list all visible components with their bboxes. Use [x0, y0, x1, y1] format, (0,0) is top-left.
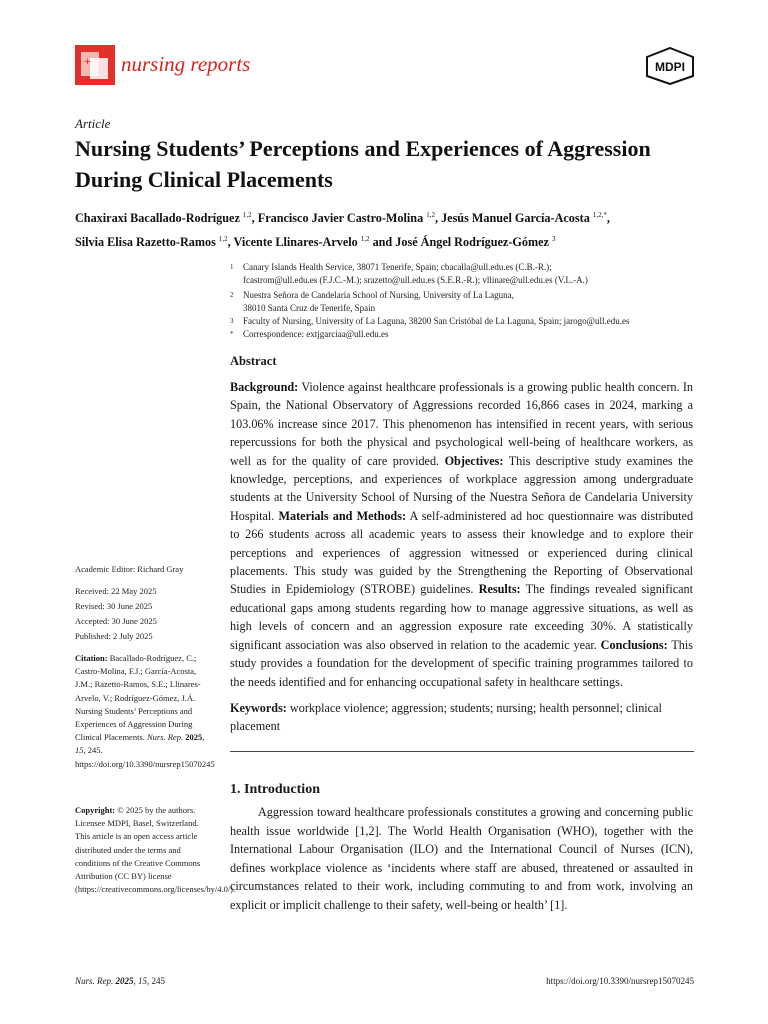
keywords-text: workplace violence; aggression; students; nursing; health personnel; clinical placement — [230, 701, 662, 734]
author-affiliation-marker: 1,2 — [218, 235, 228, 244]
journal-name: nursing reports — [121, 52, 251, 76]
footer-doi-link[interactable]: https://doi.org/10.3390/nursrep15070245 — [546, 976, 694, 986]
article-title: Nursing Students’ Perceptions and Experiences of Aggression During Clinical Placements — [75, 136, 651, 192]
author-affiliation-marker: 1,2,* — [592, 211, 607, 219]
footer-article: 245 — [151, 976, 165, 986]
received-date: Received: 22 May 2025 — [75, 586, 157, 596]
objectives-label: Objectives: — [444, 453, 504, 468]
author-name: Silvia Elisa Razetto-Ramos — [75, 235, 216, 250]
author-separator: , — [434, 211, 442, 226]
affiliation-text: Canary Islands Health Service, 38071 Tenerife, Spain; cbacalla@ull.edu.es (C.B.-R.); — [243, 262, 552, 272]
methods-text: A self-administered ad hoc questionnaire was distributed to 266 students across all academic years to assess their knowledge and to explore their perceptions and experiences of aggression witnessed or experienced during clinical placements. This study was guided by the Strengthening the Reporting of Observational Studies in Epidemiology (STROBE) guidelines. — [230, 508, 694, 597]
author-affiliation-marker: 1,2 — [242, 211, 252, 219]
keywords — [230, 699, 693, 736]
citation-rest[interactable]: , 245. https://doi.org/10.3390/nursrep15070245 — [75, 745, 215, 769]
author-separator: , — [227, 235, 234, 250]
affiliation-text: fcastrom@ull.edu.es (F.J.C.-M.); srazetto@ull.edu.es (S.E.R.-R.); vllinare@ull.edu.es (V.L.-A.) — [243, 275, 588, 285]
abstract-heading: Abstract — [230, 354, 277, 368]
conclusions-text: This study provides a foundation for the development of specific training programmes tailored to the needs identified and for enhancing occupational safety in healthcare settings. — [230, 637, 694, 689]
background-text: Violence against healthcare professionals is a growing public health concern. In Spain, the National Observatory of Aggressions recorded 16,866 cases in 2024, marking a 103.06% increase since 2017. This phenomenon has intensified in recent years, with serious repercussions for both the physical and psychological well-being of healthcare workers, as well as for the quality of care provided. — [230, 380, 694, 468]
affiliation-text: Nuestra Señora de Candelaria School of Nursing, University of La Laguna, — [243, 290, 514, 300]
published-date: Published: 2 July 2025 — [75, 631, 153, 641]
introduction-body: Aggression toward healthcare professionals constitutes a growing and concerning public health issue worldwide [1,2]. The World Health Organisation (WHO), together with the International Labour Organisation (ILO) and the International Council of Nurses (ICN), defines workplace violence as ‘incidents where staff are abused, threatened or assaulted in circumstances related to their work, including commuting to and from work, involving an explicit or implicit challenge to their safety, well-being or health’ [1]. — [230, 805, 693, 912]
citation-label: Citation: — [75, 653, 108, 663]
results-text: The findings revealed significant educational gaps among students regarding how to manage aggressive situations, as well as high levels of concern and an aggression exposure rate exceeding 30%. A statistically significant association was also observed in relation to the academic year. — [230, 582, 693, 652]
author-separator: , — [251, 211, 258, 226]
academic-editor: Academic Editor: Richard Gray — [75, 564, 184, 574]
mdpi-hexagon-icon — [645, 47, 695, 85]
affiliation-text: 38010 Santa Cruz de Tenerife, Spain — [243, 303, 376, 313]
conclusions-label: Conclusions: — [600, 637, 668, 652]
footer-journal: Nurs. Rep. — [75, 976, 114, 986]
footer-citation: Nurs. Rep. 2025, 15, 245 — [75, 976, 165, 986]
footer-volume: 15 — [138, 976, 147, 986]
citation-year: 2025 — [185, 732, 203, 743]
author-name: Vicente Llinares-Arvelo — [233, 235, 358, 250]
affiliation-text: Faculty of Nursing, University of La Laguna, 38200 San Cristóbal de La Laguna, Spain; jarogo@ull.edu.es — [243, 316, 630, 326]
citation-text: Bacallado-Rodríguez, C.; Castro-Molina, F.J.; García-Acosta, J.M.; Razetto-Ramos, S.E.; Llinares-Arvelo, V.; Rodríguez-Gómez, J.Á. Nursing Students’ Perceptions and Experiences of Aggression During Clinical Placements. — [75, 653, 201, 743]
footer-year: 2025 — [115, 976, 134, 986]
section-divider — [230, 751, 694, 752]
citation-journal: Nurs. Rep. — [147, 732, 184, 743]
affiliation-text: Correspondence: extjgarciaa@ull.edu.es — [243, 329, 389, 339]
author-name: Jesús Manuel García-Acosta — [441, 211, 590, 226]
results-label: Results: — [478, 582, 521, 597]
copyright — [75, 804, 236, 896]
objectives-text: This descriptive study examines the knowledge, perceptions, and experiences of workplace aggression among undergraduate students at the University School of Nursing of the Nuestra Señora de Candelaria University Hospital. — [230, 453, 694, 523]
abstract-body — [230, 378, 693, 691]
affiliation-number: 3 — [230, 317, 234, 325]
revised-date: Revised: 30 June 2025 — [75, 601, 153, 611]
keywords-label: Keywords: — [230, 701, 287, 715]
methods-label: Materials and Methods: — [278, 508, 407, 523]
background-label: Background: — [230, 380, 299, 394]
citation-volume: 15 — [75, 745, 84, 756]
affiliation-number: 2 — [230, 291, 234, 299]
citation: Citation: Bacallado-Rodríguez, C.; Castro-Molina, F.J.; García-Acosta, J.M.; Razetto-Ramos, S.E.; Llinares-Arvelo, V.; Rodríguez-Gómez, J.Á. Nursing Students’ Perceptions and Experiences of Aggression During Clinical Placements. Nurs. Rep. 2025, 15, 245. https://doi.org/10.3390/nursrep15070245 — [75, 653, 215, 769]
affiliation-number: 1 — [230, 263, 234, 271]
author-affiliation-marker: 1,2 — [426, 211, 435, 219]
author-separator: and — [369, 235, 396, 250]
medical-cross-icon: + — [84, 54, 91, 68]
author-affiliation-marker: 1,2 — [360, 235, 370, 244]
author-name: Francisco Javier Castro-Molina — [257, 211, 424, 226]
author-list — [75, 205, 715, 253]
introduction-heading: 1. Introduction — [230, 782, 320, 797]
author-name: Chaxiraxi Bacallado-Rodríguez — [75, 211, 240, 226]
affiliation-number: * — [230, 330, 234, 338]
article-type: Article — [75, 116, 111, 131]
copyright-label: Copyright: — [75, 805, 116, 815]
author-name: José Ángel Rodríguez-Gómez — [395, 235, 549, 250]
journal-logo — [75, 45, 115, 85]
accepted-date: Accepted: 30 June 2025 — [75, 616, 157, 626]
publisher-name: MDPI — [655, 60, 685, 74]
publisher-logo — [645, 47, 695, 85]
author-separator: , — [606, 211, 610, 226]
copyright-text: © 2025 by the authors. Licensee MDPI, Basel, Switzerland. This article is an open access article distributed under the terms and conditions of the Creative Commons Attribution (CC BY) license (https://creativecommons.org/licenses/by/4.0/). — [75, 805, 236, 895]
author-affiliation-marker: 3 — [551, 235, 556, 244]
